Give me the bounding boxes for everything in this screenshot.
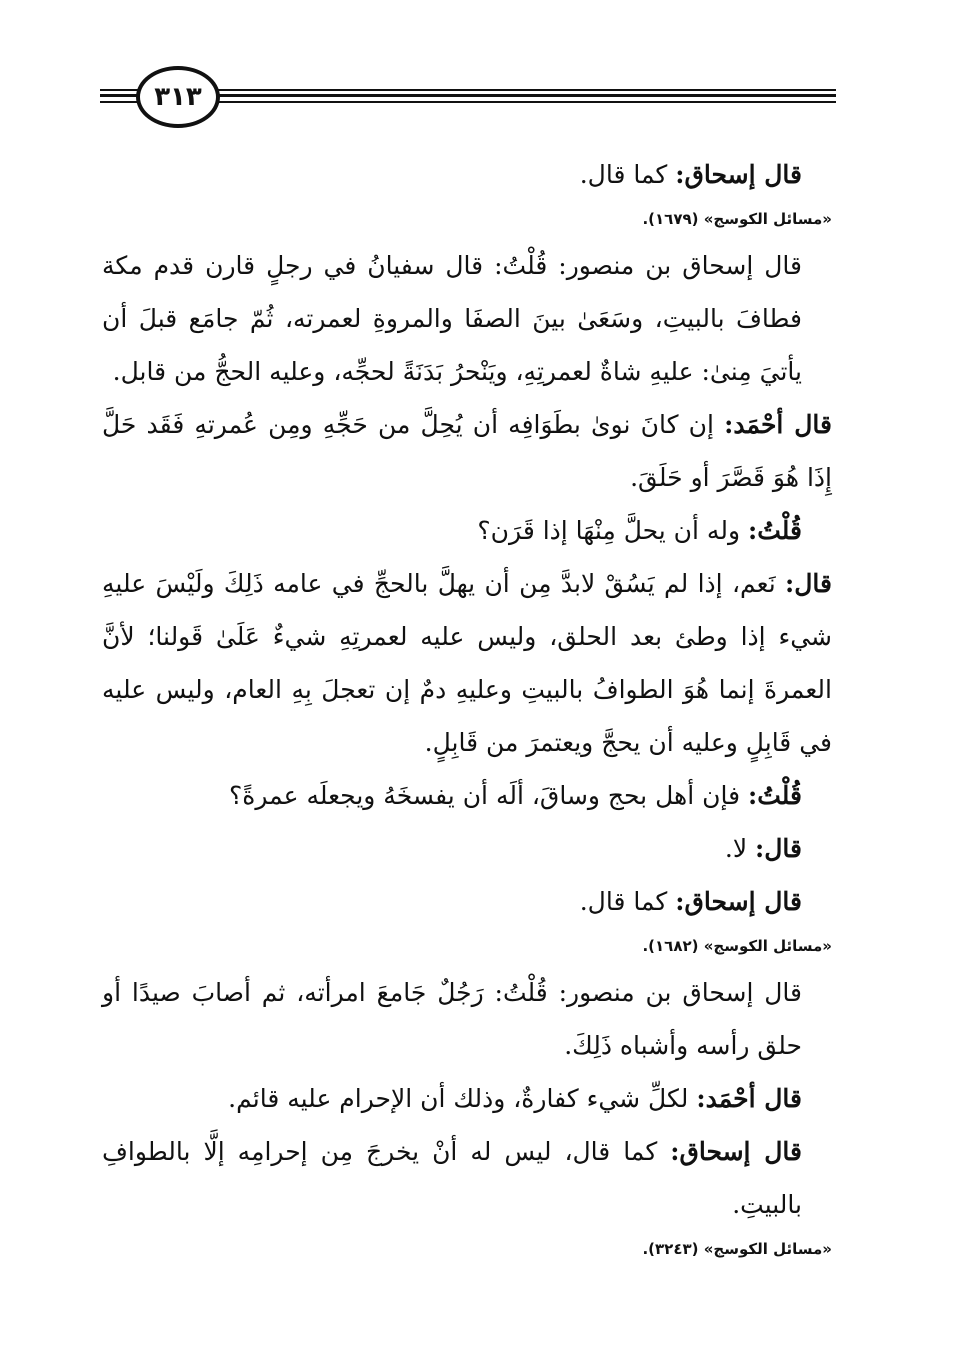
paragraph-text: إن كانَ نوىٰ بطَوَافِه أن يُحِلَّ من حَجِّهِ ومِن عُمرتهِ فَقَد حَلَّ إِذَا هُوَ قَصَّرَ أو حَلَقَ. <box>102 410 832 492</box>
paragraph <box>102 398 832 504</box>
speaker-label: قال: <box>785 569 832 598</box>
speaker-label: قُلْتُ: <box>747 516 802 545</box>
paragraph-text: لكلِّ شيء كفارةٌ، وذلك أن الإحرام عليه قائم. <box>228 1084 697 1113</box>
speaker-label: قال إسحاق: <box>670 1137 802 1166</box>
paragraph-text: قال إسحاق بن منصور: قُلْتُ: رَجُلٌ جَامعَ امرأته، ثم أصابَ صيدًا أو حلق رأسه وأشباه ذَلِكَ. <box>102 978 802 1060</box>
paragraph-text: كما قال. <box>579 160 676 189</box>
page-number: ٣١٣ <box>154 82 202 112</box>
paragraph <box>102 504 832 557</box>
paragraph-text: وله أن يحلَّ مِنْهَا إذا قَرَن؟ <box>477 516 748 545</box>
paragraph <box>102 966 832 1072</box>
paragraph <box>102 822 832 875</box>
paragraph <box>102 557 832 769</box>
citation-note: «مسائل الكوسج» (٣٢٤٣). <box>642 1240 832 1258</box>
paragraph <box>102 1072 832 1125</box>
paragraph <box>102 875 832 928</box>
paragraph-text: لا. <box>724 834 756 863</box>
page-number-badge <box>136 66 220 128</box>
speaker-label: قال إسحاق: <box>675 887 802 916</box>
speaker-label: قال إسحاق: <box>675 160 802 189</box>
paragraph-text: كما قال، ليس له أنْ يخرجَ مِن إحرامِه إلَّا بالطوافِ بالبيتِ. <box>102 1137 802 1219</box>
paragraph <box>102 1125 832 1231</box>
speaker-label: قال: <box>755 834 802 863</box>
paragraph-text: قال إسحاق بن منصور: قُلْتُ: قال سفيانُ في رجلٍ قارن قدم مكة فطافَ بالبيتِ، وسَعَىٰ بينَ الصفَا والمروةِ لعمرته، ثُمّ جامَع قبلَ أن يأتيَ مِنىٰ: عليهِ شاةٌ لعمرتِهِ، ويَنْحرُ بَدَنَةً لحجِّه، وعليه الحجُّ من قابل. <box>102 251 802 386</box>
paragraph <box>102 148 832 201</box>
page-body <box>102 148 832 1269</box>
paragraph-text: نَعم، إذا لم يَسُقْ لابدَّ مِن أن يهلَّ بالحجِّ في عامه ذَلِكَ ولَيْسَ عليهِ شيء إذا وطئ بعد الحلق، وليس عليه لعمرتِهِ شيءٌ عَلَىٰ قَولنا؛ لأنَّ العمرةَ إنما هُوَ الطوافُ بالبيتِ وعليهِ دمٌ إن تعجلَ بِهِ العام، وليس عليه في قَابِلٍ وعليه أن يحجَّ ويعتمرَ من قَابِلٍ. <box>102 569 832 757</box>
paragraph <box>102 239 832 398</box>
paragraph-text: كما قال. <box>579 887 676 916</box>
paragraph <box>102 769 832 822</box>
citation-note: «مسائل الكوسج» (١٦٧٩). <box>642 210 832 228</box>
speaker-label: قال أحْمَد: <box>696 1084 802 1113</box>
paragraph-text: فإن أهل بحج وساقَ، ألَه أن يفسخَهُ ويجعلَه عمرةً؟ <box>228 781 748 810</box>
citation-note: «مسائل الكوسج» (١٦٨٢). <box>642 937 832 955</box>
page-header <box>100 64 836 134</box>
speaker-label: قال أحْمَد: <box>724 410 832 439</box>
speaker-label: قُلْتُ: <box>747 781 802 810</box>
